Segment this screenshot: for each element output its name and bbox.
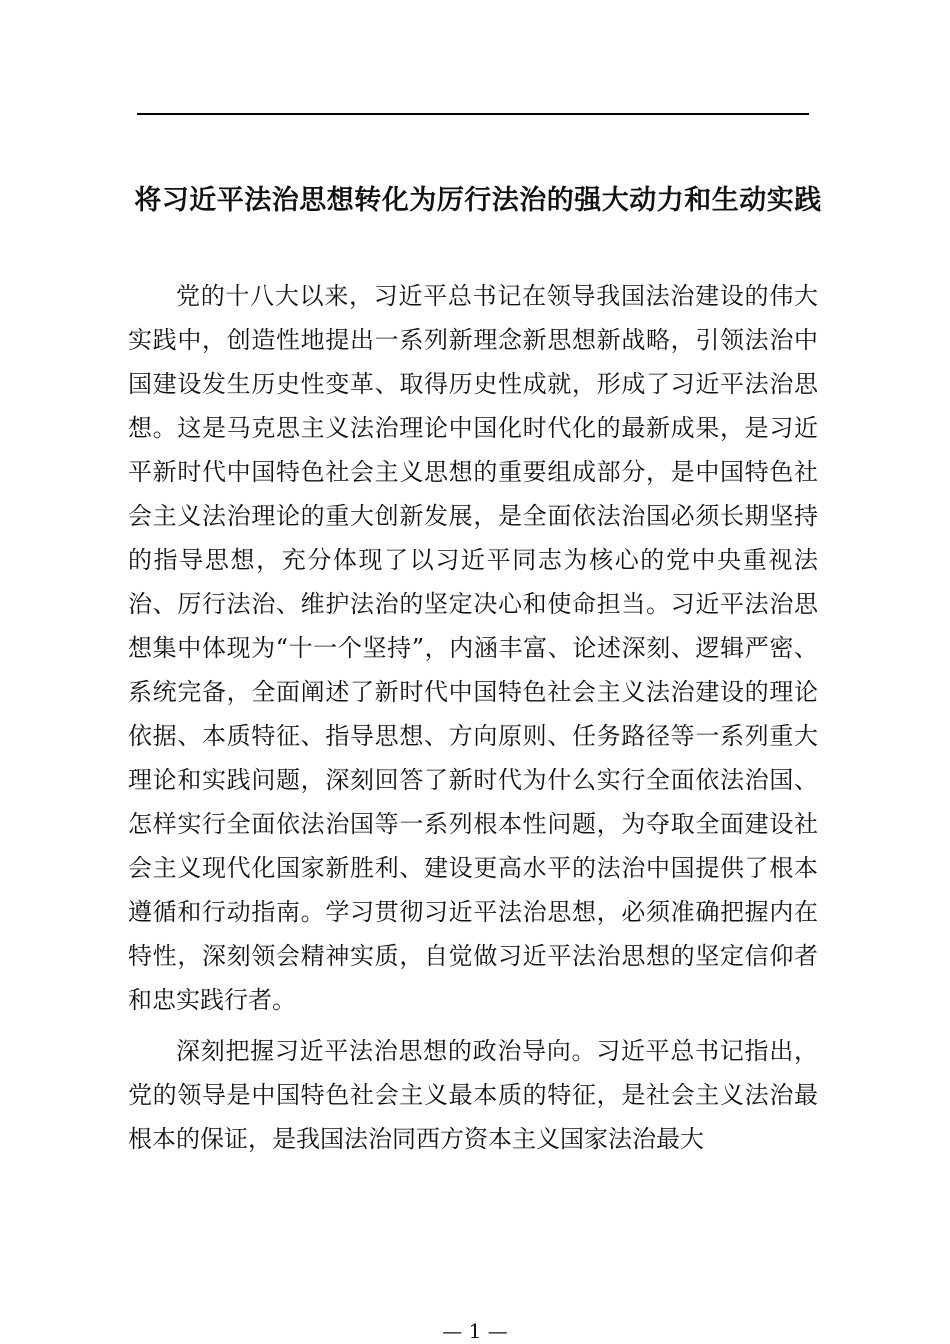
document-body: [128, 274, 818, 1161]
paragraph: 党的十八大以来，习近平总书记在领导我国法治建设的伟大实践中，创造性地提出一系列新理念新思想新战略，引领法治中国建设发生历史性变革、取得历史性成就，形成了习近平法治思想。这是马克思主义法治理论中国化时代化的最新成果，是习近平新时代中国特色社会主义思想的重要组成部分，是中国特色社会主义法治理论的重大创新发展，是全面依法治国必须长期坚持的指导思想，充分体现了以习近平同志为核心的党中央重视法治、厉行法治、维护法治的坚定决心和使命担当。习近平法治思想集中体现为“十一个坚持”，内涵丰富、论述深刻、逻辑严密、系统完备，全面阐述了新时代中国特色社会主义法治建设的理论依据、本质特征、指导思想、方向原则、任务路径等一系列重大理论和实践问题，深刻回答了新时代为什么实行全面依法治国、怎样实行全面依法治国等一系列根本性问题，为夺取全面建设社会主义现代化国家新胜利、建设更高水平的法治中国提供了根本遵循和行动指南。学习贯彻习近平法治思想，必须准确把握内在特性，深刻领会精神实质，自觉做习近平法治思想的坚定信仰者和忠实践行者。: [128, 282, 818, 1014]
document-title: 将习近平法治思想转化为厉行法治的强大动力和生动实践: [134, 185, 822, 216]
page-number: — 1 —: [442, 1319, 508, 1343]
header-rule: [137, 113, 809, 115]
paragraph: 深刻把握习近平法治思想的政治导向。习近平总书记指出，党的领导是中国特色社会主义最本质的特征，是社会主义法治最根本的保证，是我国法治同西方资本主义国家法治最大: [128, 1037, 818, 1153]
